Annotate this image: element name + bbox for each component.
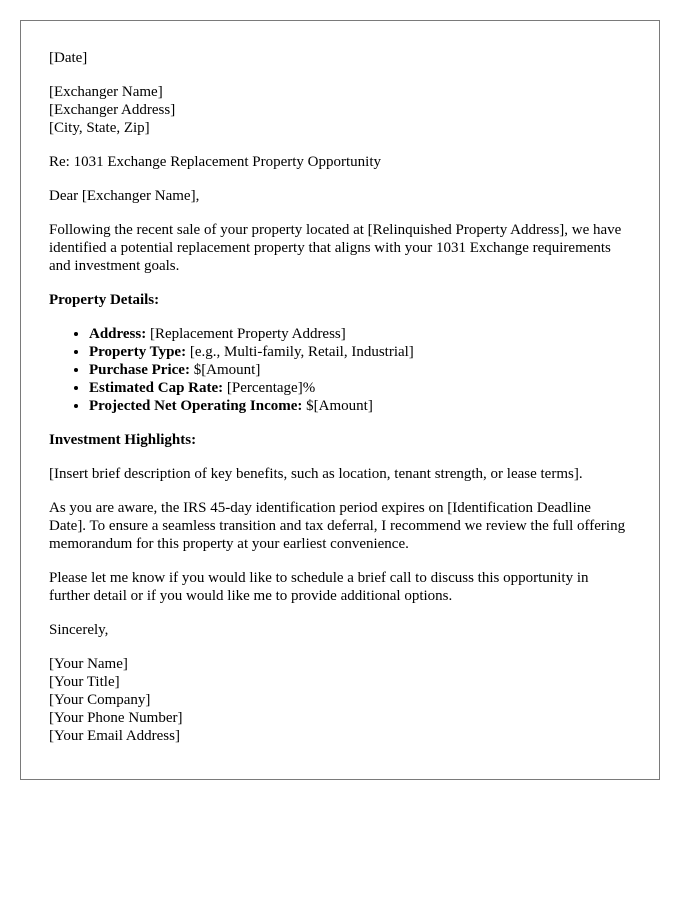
detail-label: Address: bbox=[89, 326, 147, 342]
list-item bbox=[89, 361, 631, 379]
detail-label: Projected Net Operating Income: bbox=[89, 398, 303, 414]
letter-page bbox=[20, 20, 660, 780]
detail-value: [e.g., Multi-family, Retail, Industrial] bbox=[186, 344, 414, 360]
recipient-block bbox=[49, 83, 631, 137]
list-item bbox=[89, 397, 631, 415]
investment-highlights-text: [Insert brief description of key benefits, such as location, tenant strength, or lease terms]. bbox=[49, 466, 583, 482]
sender-phone: [Your Phone Number] bbox=[49, 710, 183, 726]
sender-company: [Your Company] bbox=[49, 692, 151, 708]
sender-email: [Your Email Address] bbox=[49, 728, 180, 744]
recipient-name: [Exchanger Name] bbox=[49, 84, 163, 100]
property-details-heading: Property Details: bbox=[49, 292, 160, 308]
detail-value: $[Amount] bbox=[302, 398, 373, 414]
signoff: Sincerely, bbox=[49, 622, 109, 638]
property-details-list bbox=[49, 325, 631, 415]
detail-label: Estimated Cap Rate: bbox=[89, 380, 224, 396]
letter-date: [Date] bbox=[49, 50, 88, 66]
sender-block bbox=[49, 655, 631, 745]
intro-paragraph: Following the recent sale of your property located at [Relinquished Property Address], we have identified a potential replacement property that aligns with your 1031 Exchange requirements and investment goals. bbox=[49, 222, 622, 274]
recipient-city-state-zip: [City, State, Zip] bbox=[49, 120, 150, 136]
detail-value: [Replacement Property Address] bbox=[146, 326, 346, 342]
detail-value: [Percentage]% bbox=[223, 380, 316, 396]
closing-paragraph: Please let me know if you would like to schedule a brief call to discuss this opportunity in further detail or if you would like me to provide additional options. bbox=[49, 570, 589, 604]
detail-label: Property Type: bbox=[89, 344, 187, 360]
investment-highlights-heading: Investment Highlights: bbox=[49, 432, 197, 448]
sender-title: [Your Title] bbox=[49, 674, 120, 690]
sender-name: [Your Name] bbox=[49, 656, 128, 672]
subject-line: Re: 1031 Exchange Replacement Property Opportunity bbox=[49, 154, 381, 170]
deadline-paragraph: As you are aware, the IRS 45-day identification period expires on [Identification Deadline Date]. To ensure a seamless transition and tax deferral, I recommend we review the full offering memorandum for this property at your earliest convenience. bbox=[49, 500, 626, 552]
salutation: Dear [Exchanger Name], bbox=[49, 188, 200, 204]
recipient-address: [Exchanger Address] bbox=[49, 102, 176, 118]
list-item bbox=[89, 325, 631, 343]
list-item bbox=[89, 379, 631, 397]
list-item bbox=[89, 343, 631, 361]
detail-label: Purchase Price: bbox=[89, 362, 190, 378]
detail-value: $[Amount] bbox=[189, 362, 261, 378]
